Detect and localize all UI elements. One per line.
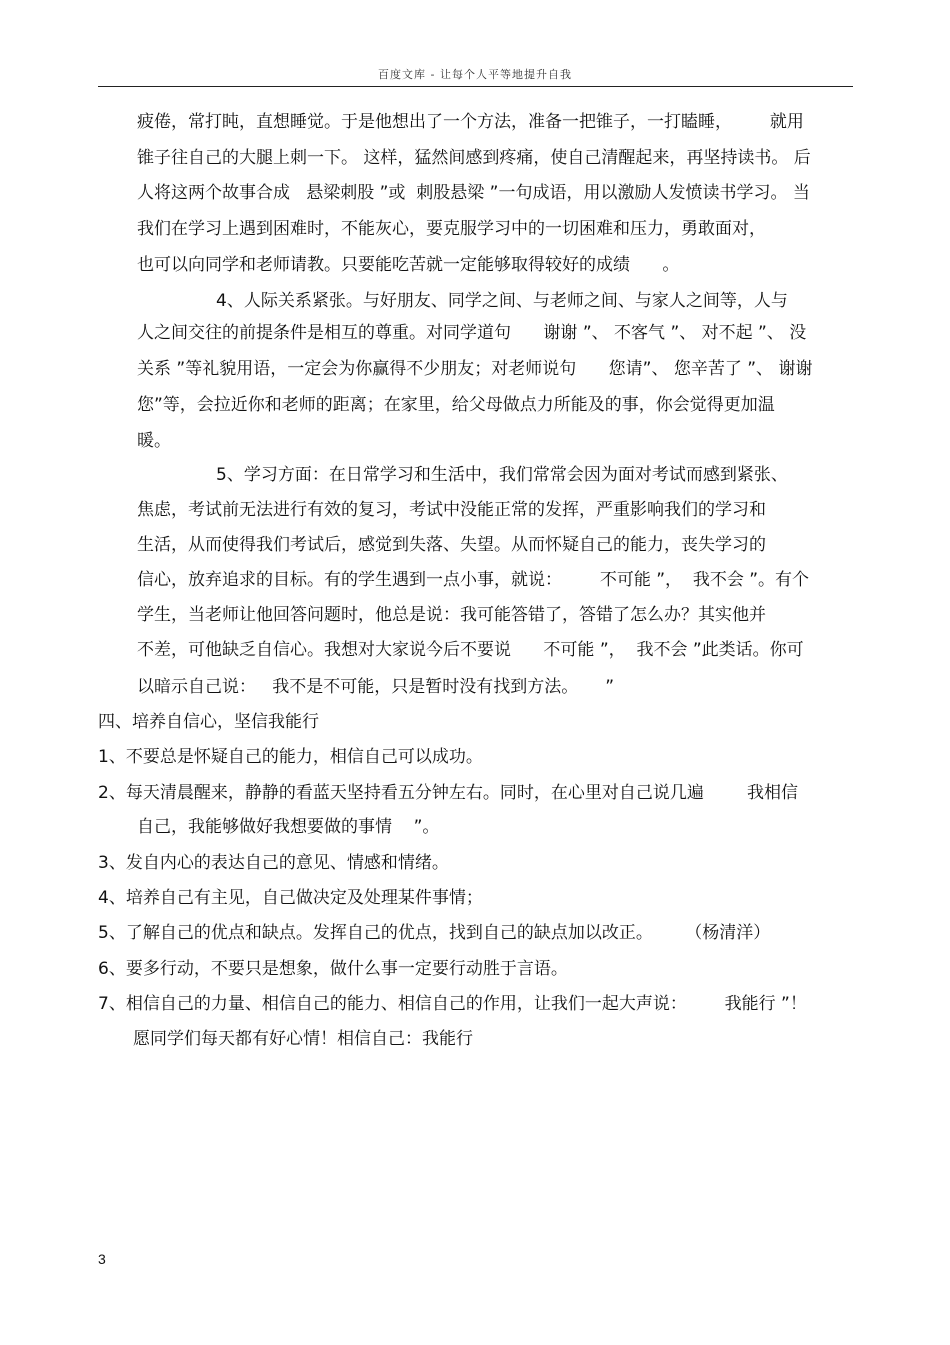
list-item: 7、相信自己的力量、相信自己的能力、相信自己的作用，让我们一起大声说： 我能行 ”！ xyxy=(98,994,807,1014)
list-item: 1、不要总是怀疑自己的能力，相信自己可以成功。 xyxy=(98,747,483,767)
text-line: 锥子往自己的大腿上刺一下。 这样，猛然间感到疼痛，使自己清醒起来，再坚持读书。 后 xyxy=(137,148,811,168)
text-line: 也可以向同学和老师请教。只要能吃苦就一定能够取得较好的成绩 。 xyxy=(137,255,680,275)
list-item: 6、要多行动，不要只是想象，做什么事一定要行动胜于言语。 xyxy=(98,959,568,979)
text-line: 我们在学习上遇到困难时，不能灰心，要克服学习中的一切困难和压力，勇敢面对， xyxy=(137,219,766,239)
list-item: 2、每天清晨醒来，静静的看蓝天坚持看五分钟左右。同时，在心里对自己说几遍 我相信 xyxy=(98,783,799,803)
list-item: 4、培养自己有主见，自己做决定及处理某件事情； xyxy=(98,888,483,908)
text-line: 学生，当老师让他回答问题时，他总是说：我可能答错了，答错了怎么办？其实他并 xyxy=(137,605,766,625)
text-line: 人将这两个故事合成 悬梁刺股 ”或 刺股悬梁 ”一句成语，用以激励人发愤读书学习。 当 xyxy=(137,183,810,203)
text-line: 您”等，会拉近你和老师的距离；在家里，给父母做点力所能及的事，你会觉得更加温 xyxy=(137,395,775,415)
text-line: 5、学习方面：在日常学习和生活中，我们常常会因为面对考试而感到紧张、 xyxy=(216,465,788,485)
header-divider xyxy=(98,86,853,87)
list-item: 5、了解自己的优点和缺点。发挥自己的优点，找到自己的缺点加以改正。 （杨清洋） xyxy=(98,923,771,943)
closing-line: 愿同学们每天都有好心情！相信自己：我能行 xyxy=(133,1029,473,1049)
page-number: 3 xyxy=(98,1251,106,1267)
text-line: 暖。 xyxy=(137,431,171,451)
text-line: 4、人际关系紧张。与好朋友、同学之间、与老师之间、与家人之间等，人与 xyxy=(216,291,788,311)
list-item-continuation: 自己，我能够做好我想要做的事情 ”。 xyxy=(137,817,440,837)
text-line: 以暗示自己说： 我不是不可能，只是暂时没有找到方法。 ” xyxy=(137,677,615,697)
text-line: 生活，从而使得我们考试后，感觉到失落、失望。从而怀疑自己的能力，丧失学习的 xyxy=(137,535,766,555)
section-heading: 四、培养自信心，坚信我能行 xyxy=(98,712,319,732)
text-line: 不差，可他缺乏自信心。我想对大家说今后不要说 不可能 ”， 我不会 ”此类话。你可 xyxy=(137,640,804,660)
text-line: 焦虑，考试前无法进行有效的复习，考试中没能正常的发挥，严重影响我们的学习和 xyxy=(137,500,766,520)
text-line: 信心，放弃追求的目标。有的学生遇到一点小事，就说： 不可能 ”， 我不会 ”。有个 xyxy=(137,570,810,590)
page-header: 百度文库 - 让每个人平等地提升自我 xyxy=(378,68,572,81)
text-line: 人之间交往的前提条件是相互的尊重。对同学道句 谢谢 ”、 不客气 ”、 对不起 ”、 没 xyxy=(137,323,807,343)
text-line: 关系 ”等礼貌用语，一定会为你赢得不少朋友；对老师说句 您请”、 您辛苦了 ”、 谢谢 xyxy=(137,359,813,379)
list-item: 3、发自内心的表达自己的意见、情感和情绪。 xyxy=(98,853,449,873)
text-line: 疲倦，常打盹，直想睡觉。于是他想出了一个方法，准备一把锥子，一打瞌睡， 就用 xyxy=(137,112,804,132)
